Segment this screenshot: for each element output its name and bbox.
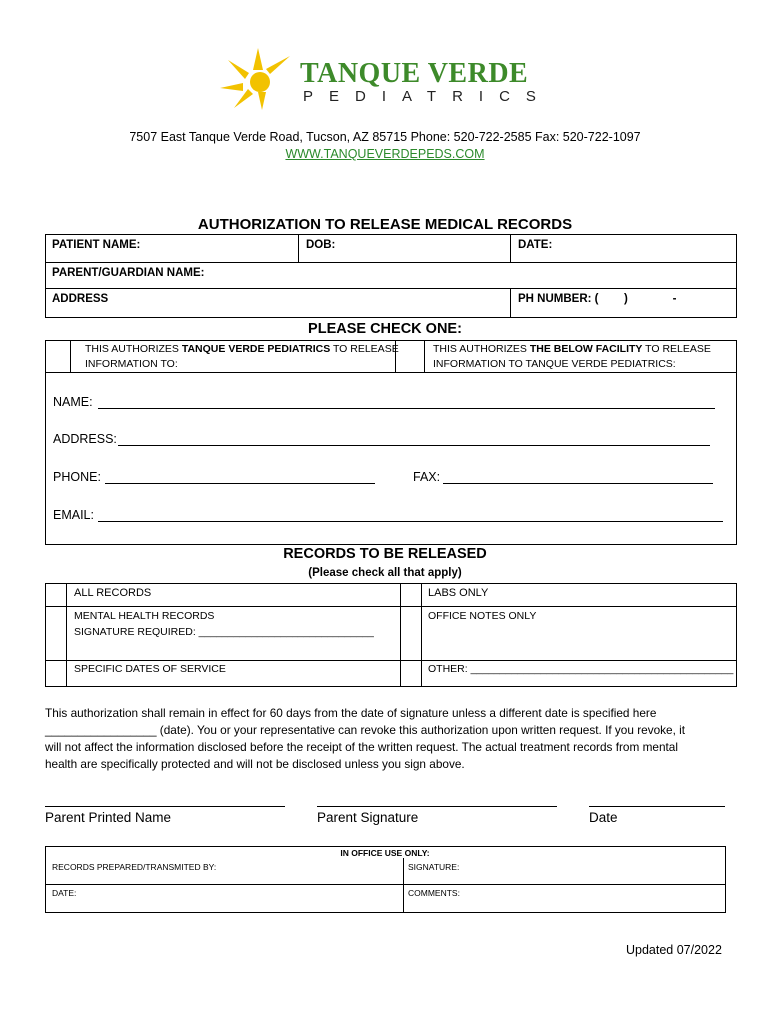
authorization-disclaimer: This authorization shall remain in effect for 60 days from the date of signature unless a different date is specified here _________________ (date). You or your representative can revoke this authorization upon written request. If you revoke, it will not affect the information disclosed before the receipt of the written request. The actual treatment records from mental health are specifically protected and will not be disclosed unless you sign above. <box>45 706 686 771</box>
facility-address-input[interactable] <box>118 445 710 446</box>
divider <box>45 606 737 607</box>
address-field[interactable]: ADDRESS <box>52 293 109 305</box>
dob-field[interactable]: DOB: <box>306 239 336 251</box>
facility-phone-label: PHONE: <box>53 470 101 484</box>
specific-dates-checkbox[interactable] <box>46 661 66 687</box>
other-field[interactable]: OTHER: _____________________________________________ <box>428 663 734 675</box>
all-records-label: ALL RECORDS <box>74 587 152 599</box>
facility-address-label: ADDRESS: <box>53 432 117 446</box>
divider <box>298 234 299 262</box>
check-one-heading: PLEASE CHECK ONE: <box>308 321 462 337</box>
facility-phone-input[interactable] <box>105 483 375 484</box>
signature-label: Parent Signature <box>317 810 419 825</box>
date-line[interactable] <box>589 806 725 807</box>
signature-line[interactable] <box>317 806 557 807</box>
form-title: AUTHORIZATION TO RELEASE MEDICAL RECORDS <box>197 216 573 233</box>
facility-name-input[interactable] <box>98 408 715 409</box>
mental-health-checkbox[interactable] <box>46 607 66 660</box>
divider <box>403 858 404 913</box>
phone-number-field[interactable]: PH NUMBER: ( ) - <box>518 293 677 305</box>
office-notes-checkbox[interactable] <box>401 607 421 660</box>
labs-only-checkbox[interactable] <box>401 584 421 606</box>
guardian-name-field[interactable]: PARENT/GUARDIAN NAME: <box>52 267 205 279</box>
printed-name-label: Parent Printed Name <box>45 810 172 825</box>
logo-title: TANQUE VERDE <box>300 58 529 89</box>
release-to-checkbox[interactable] <box>45 340 71 373</box>
release-from-option: THIS AUTHORIZES THE BELOW FACILITY TO RELEASE INFORMATION TO TANQUE VERDE PEDIATRICS: <box>433 343 711 370</box>
office-notes-label: OFFICE NOTES ONLY <box>428 610 537 622</box>
divider <box>66 583 67 687</box>
facility-email-input[interactable] <box>98 521 723 522</box>
release-from-checkbox[interactable] <box>395 340 425 373</box>
date-label: Date <box>589 810 618 825</box>
divider <box>45 288 737 289</box>
updated-date: Updated 07/2022 <box>626 943 722 957</box>
divider <box>45 884 726 885</box>
office-date-field[interactable]: DATE: <box>52 888 77 898</box>
patient-name-field[interactable]: PATIENT NAME: <box>52 239 141 251</box>
records-heading: RECORDS TO BE RELEASED <box>283 546 487 562</box>
date-field[interactable]: DATE: <box>518 239 553 251</box>
clinic-address: 7507 East Tanque Verde Road, Tucson, AZ 85715 Phone: 520-722-2585 Fax: 520-722-1097 <box>129 130 641 144</box>
mental-health-label: MENTAL HEALTH RECORDS <box>74 610 215 622</box>
facility-fax-input[interactable] <box>443 483 713 484</box>
divider <box>510 234 511 262</box>
release-to-option: THIS AUTHORIZES TANQUE VERDE PEDIATRICS TO RELEASE INFORMATION TO: <box>85 343 399 370</box>
comments-field[interactable]: COMMENTS: <box>408 888 460 898</box>
divider <box>510 288 511 318</box>
labs-only-label: LABS ONLY <box>428 587 489 599</box>
specific-dates-label: SPECIFIC DATES OF SERVICE <box>74 663 226 675</box>
all-records-checkbox[interactable] <box>46 584 66 606</box>
office-use-heading: IN OFFICE USE ONLY: <box>340 848 430 858</box>
logo-subtitle: PEDIATRICS <box>303 88 552 105</box>
printed-name-line[interactable] <box>45 806 285 807</box>
website-link[interactable]: WWW.TANQUEVERDEPEDS.COM <box>285 147 485 161</box>
facility-fax-label: FAX: <box>413 470 441 484</box>
divider <box>421 583 422 687</box>
facility-name-label: NAME: <box>53 395 93 409</box>
signature-required-field[interactable]: SIGNATURE REQUIRED: ______________________________ <box>74 626 374 638</box>
divider <box>45 660 737 661</box>
divider <box>45 372 737 373</box>
records-subheading: (Please check all that apply) <box>308 567 462 579</box>
prepared-by-field[interactable]: RECORDS PREPARED/TRANSMITED BY: <box>52 862 217 872</box>
facility-email-label: EMAIL: <box>53 508 94 522</box>
divider <box>45 262 737 263</box>
office-signature-field[interactable]: SIGNATURE: <box>408 862 460 872</box>
sun-logo-icon <box>218 46 298 112</box>
other-checkbox[interactable] <box>401 661 421 687</box>
